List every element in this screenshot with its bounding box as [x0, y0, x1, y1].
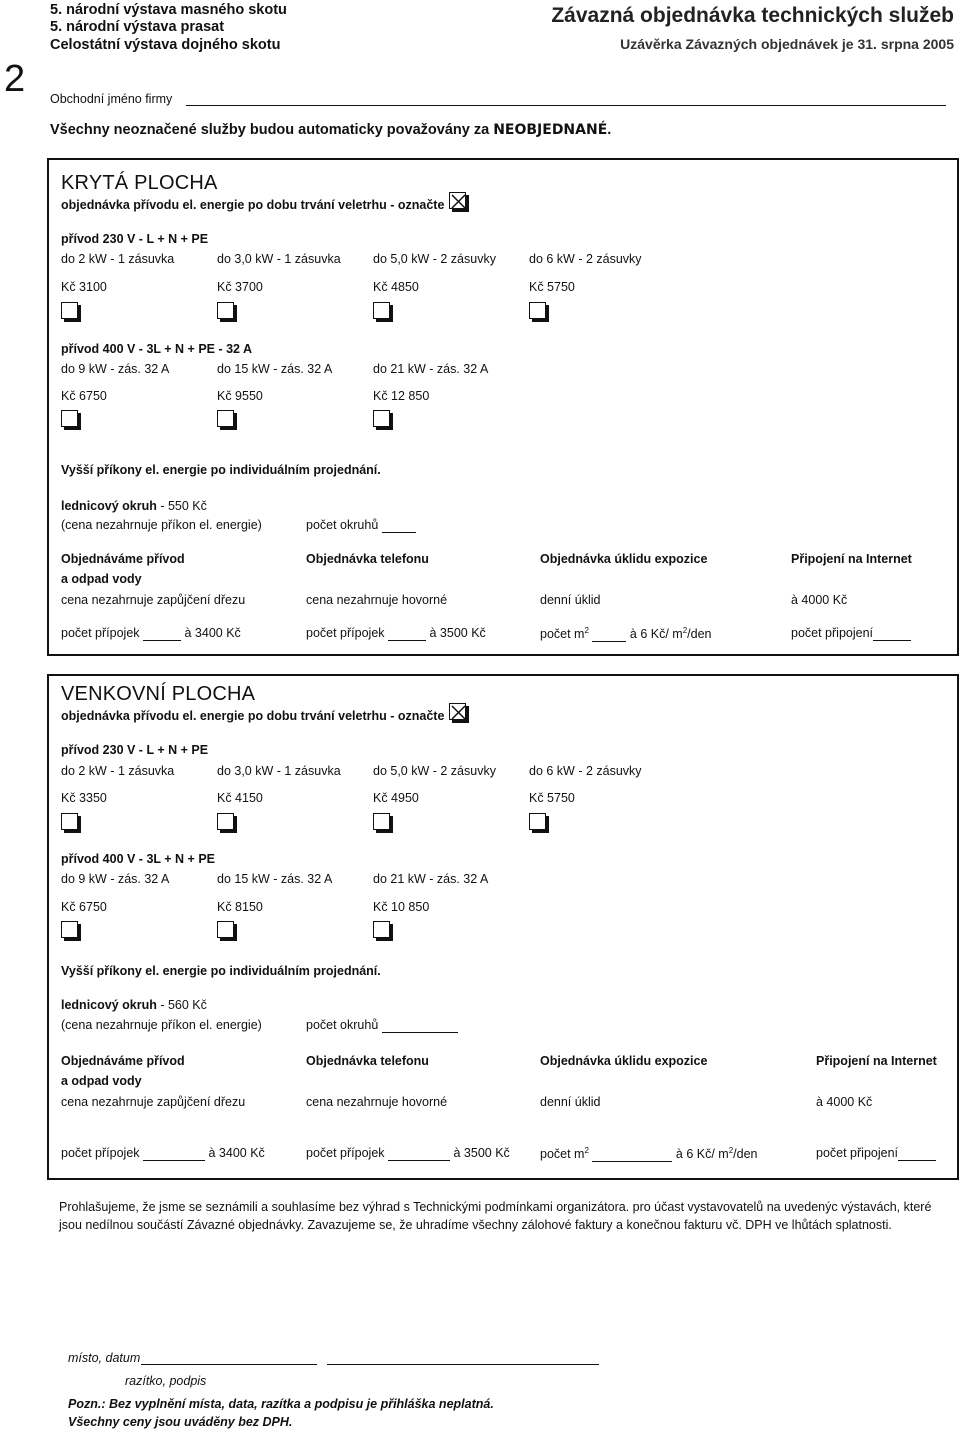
outdoor-order-checkbox[interactable]	[449, 703, 466, 720]
covered-phone-count: počet přípojek à 3500 Kč	[306, 626, 486, 640]
covered-400-opt2-checkbox[interactable]	[217, 410, 234, 427]
invalid-note: Pozn.: Bez vyplnění místa, data, razítka a podpisu je přihláška neplatná.	[68, 1397, 494, 1411]
outdoor-400-opt3-price: Kč 10 850	[373, 900, 430, 914]
deadline-text: Uzávěrka Závazných objednávek je 31. srpna 2005	[620, 36, 954, 52]
covered-400-opt3-label: do 21 kW - zás. 32 A	[373, 362, 489, 376]
covered-internet-count: počet připojení	[791, 626, 911, 641]
covered-230-opt4-price: Kč 5750	[529, 280, 575, 294]
notice-text: Všechny neoznačené služby budou automaticky považovány za NEOBJEDNANÉ.	[50, 122, 612, 138]
covered-higher-power: Vyšší příkony el. energie po individuálním projednání.	[61, 463, 381, 477]
covered-internet-count-field[interactable]	[873, 626, 911, 641]
covered-order-checkbox[interactable]	[449, 192, 466, 209]
document-title: Závazná objednávka technických služeb	[551, 4, 954, 27]
vat-note: Všechny ceny jsou uváděny bez DPH.	[68, 1415, 293, 1429]
outdoor-cleaning-h1: Objednávka úklidu expozice	[540, 1054, 708, 1068]
outdoor-230-opt2-checkbox[interactable]	[217, 813, 234, 830]
covered-230-opt2-checkbox[interactable]	[217, 302, 234, 319]
covered-400-opt1-label: do 9 kW - zás. 32 A	[61, 362, 170, 376]
outdoor-230-opt3-label: do 5,0 kW - 2 zásuvky	[373, 764, 496, 778]
outdoor-water-count-field[interactable]	[143, 1146, 205, 1161]
signature-field[interactable]	[327, 1364, 599, 1365]
stamp-signature-label: razítko, podpis	[125, 1374, 207, 1388]
outdoor-230-opt1-label: do 2 kW - 1 zásuvka	[61, 764, 175, 778]
covered-230-title: přívod 230 V - L + N + PE	[61, 232, 209, 246]
covered-400-opt2-price: Kč 9550	[217, 389, 263, 403]
outdoor-230-opt4-price: Kč 5750	[529, 791, 575, 805]
outdoor-order-line: objednávka přívodu el. energie po dobu trvání veletrhu - označte	[61, 709, 445, 723]
covered-230-opt1-price: Kč 3100	[61, 280, 107, 294]
outdoor-phone-note: cena nezahrnuje hovorné	[306, 1095, 448, 1109]
outdoor-230-opt4-checkbox[interactable]	[529, 813, 546, 830]
covered-230-opt3-price: Kč 4850	[373, 280, 419, 294]
covered-water-h1: Objednáváme přívod	[61, 552, 185, 566]
covered-400-opt3-price: Kč 12 850	[373, 389, 430, 403]
outdoor-phone-h1: Objednávka telefonu	[306, 1054, 429, 1068]
covered-fridge-line: lednicový okruh - 550 Kč	[61, 499, 207, 513]
covered-230-opt1-label: do 2 kW - 1 zásuvka	[61, 252, 175, 266]
notice-emphasis: NEOBJEDNANÉ	[493, 122, 608, 138]
outdoor-230-title: přívod 230 V - L + N + PE	[61, 743, 209, 757]
covered-230-opt1-checkbox[interactable]	[61, 302, 78, 319]
covered-order-line: objednávka přívodu el. energie po dobu trvání veletrhu - označte	[61, 198, 445, 212]
check-x-icon	[450, 704, 467, 721]
outdoor-400-opt2-checkbox[interactable]	[217, 921, 234, 938]
outdoor-fridge-line: lednicový okruh - 560 Kč	[61, 998, 207, 1012]
covered-water-note: cena nezahrnuje zapůjčení dřezu	[61, 593, 246, 607]
covered-title: KRYTÁ PLOCHA	[61, 172, 218, 194]
covered-400-opt3-checkbox[interactable]	[373, 410, 390, 427]
covered-230-opt3-label: do 5,0 kW - 2 zásuvky	[373, 252, 496, 266]
covered-phone-count-field[interactable]	[388, 626, 426, 641]
outdoor-higher-power: Vyšší příkony el. energie po individuálním projednání.	[61, 964, 381, 978]
company-label: Obchodní jméno firmy	[50, 92, 173, 106]
covered-230-opt4-checkbox[interactable]	[529, 302, 546, 319]
outdoor-230-opt3-price: Kč 4950	[373, 791, 419, 805]
outdoor-230-opt4-label: do 6 kW - 2 zásuvky	[529, 764, 642, 778]
covered-400-opt1-price: Kč 6750	[61, 389, 107, 403]
covered-400-opt1-checkbox[interactable]	[61, 410, 78, 427]
covered-400-opt2-label: do 15 kW - zás. 32 A	[217, 362, 333, 376]
outdoor-water-count: počet přípojek à 3400 Kč	[61, 1146, 265, 1160]
covered-cleaning-note: denní úklid	[540, 593, 601, 607]
exhibition-3: Celostátní výstava dojného skotu	[50, 37, 281, 53]
place-date-field[interactable]	[141, 1364, 317, 1365]
covered-cleaning-count-field[interactable]	[592, 627, 626, 642]
covered-230-opt3-checkbox[interactable]	[373, 302, 390, 319]
outdoor-cleaning-count-field[interactable]	[592, 1147, 672, 1162]
exhibition-1: 5. národní výstava masného skotu	[50, 2, 287, 18]
outdoor-fridge-count: počet okruhů	[306, 1018, 458, 1033]
outdoor-400-opt2-label: do 15 kW - zás. 32 A	[217, 872, 333, 886]
page-number: 2	[4, 58, 26, 100]
outdoor-phone-count: počet přípojek à 3500 Kč	[306, 1146, 510, 1160]
covered-fridge-count: počet okruhů	[306, 518, 416, 533]
outdoor-internet-count-field[interactable]	[898, 1146, 936, 1161]
outdoor-fridge-count-field[interactable]	[382, 1018, 458, 1033]
outdoor-internet-h1: Připojení na Internet	[816, 1054, 937, 1068]
outdoor-cleaning-count: počet $m^2$ à 6 Kč/ $m^2$/den	[540, 1146, 758, 1162]
covered-phone-note: cena nezahrnuje hovorné	[306, 593, 448, 607]
outdoor-400-title: přívod 400 V - 3L + N + PE	[61, 852, 215, 866]
covered-phone-h1: Objednávka telefonu	[306, 552, 429, 566]
outdoor-water-h1: Objednáváme přívod	[61, 1054, 185, 1068]
covered-internet-note: à 4000 Kč	[791, 593, 848, 607]
outdoor-fridge-note: (cena nezahrnuje příkon el. energie)	[61, 1018, 262, 1032]
covered-internet-h1: Připojení na Internet	[791, 552, 912, 566]
declaration-text: Prohlašujeme, že jsme se seznámili a souhlasíme bez výhrad s Technickými podmínkami organizátora. pro účast vystavovatelů na uvedenýc výstavách, které jsou nedílnou součástí Závazné objednávky. Zavazujeme se, že uhradíme všechny zálohové faktury a konečnou fakturu vč. DPH ve lhůtách splatnosti.	[59, 1200, 932, 1232]
outdoor-230-opt2-price: Kč 4150	[217, 791, 263, 805]
outdoor-400-opt1-price: Kč 6750	[61, 900, 107, 914]
company-name-field[interactable]	[186, 105, 946, 106]
covered-230-opt2-label: do 3,0 kW - 1 zásuvka	[217, 252, 341, 266]
place-date-label: místo, datum	[68, 1351, 141, 1365]
covered-400-title: přívod 400 V - 3L + N + PE - 32 A	[61, 342, 253, 356]
outdoor-phone-count-field[interactable]	[388, 1146, 450, 1161]
covered-water-count: počet přípojek à 3400 Kč	[61, 626, 241, 640]
covered-water-count-field[interactable]	[143, 626, 181, 641]
covered-water-h2: a odpad vody	[61, 572, 142, 586]
covered-cleaning-h1: Objednávka úklidu expozice	[540, 552, 708, 566]
outdoor-400-opt1-checkbox[interactable]	[61, 921, 78, 938]
covered-230-opt2-price: Kč 3700	[217, 280, 263, 294]
check-x-icon	[450, 193, 467, 210]
outdoor-title: VENKOVNÍ PLOCHA	[61, 683, 256, 705]
outdoor-400-opt3-label: do 21 kW - zás. 32 A	[373, 872, 489, 886]
covered-230-opt4-label: do 6 kW - 2 zásuvky	[529, 252, 642, 266]
outdoor-400-opt2-price: Kč 8150	[217, 900, 263, 914]
outdoor-internet-note: à 4000 Kč	[816, 1095, 873, 1109]
covered-fridge-count-field[interactable]	[382, 518, 416, 533]
outdoor-internet-count: počet připojení	[816, 1146, 936, 1161]
outdoor-230-opt2-label: do 3,0 kW - 1 zásuvka	[217, 764, 341, 778]
covered-cleaning-count: počet $m^2$ à 6 Kč/ $m^2$/den	[540, 626, 712, 642]
outdoor-230-opt1-price: Kč 3350	[61, 791, 107, 805]
outdoor-400-opt1-label: do 9 kW - zás. 32 A	[61, 872, 170, 886]
outdoor-400-opt3-checkbox[interactable]	[373, 921, 390, 938]
exhibition-2: 5. národní výstava prasat	[50, 19, 225, 35]
outdoor-water-h2: a odpad vody	[61, 1074, 142, 1088]
outdoor-water-note: cena nezahrnuje zapůjčení dřezu	[61, 1095, 246, 1109]
covered-fridge-note: (cena nezahrnuje příkon el. energie)	[61, 518, 262, 532]
outdoor-230-opt3-checkbox[interactable]	[373, 813, 390, 830]
outdoor-230-opt1-checkbox[interactable]	[61, 813, 78, 830]
outdoor-cleaning-note: denní úklid	[540, 1095, 601, 1109]
